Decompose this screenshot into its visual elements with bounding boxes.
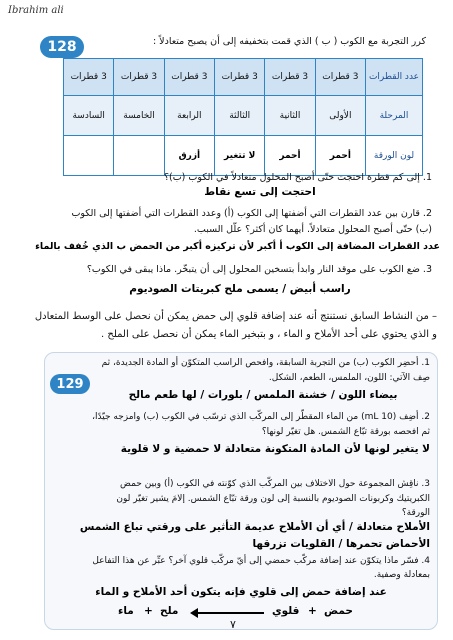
box-question-2-line2: ثم افحصه بورقة تبّاع الشمس. هل تغيّر لونها؟ <box>261 427 430 437</box>
answer-3: راسب أبيض / يسمى ملح كبريتات الصوديوم <box>129 283 351 295</box>
arrow-shaft <box>196 612 264 614</box>
page-number: ٧ <box>230 618 236 631</box>
equation-water: ماء <box>118 605 134 617</box>
question-1: 1. إلى كم قطرة احتجت حتّى أصبح المحلول متعادلاً في الكوب (ب)؟ <box>163 172 432 183</box>
row-label-color: لون الورقة <box>366 136 423 176</box>
box-question-1-line2: صِف الآتي: اللون، الملمس، الطعم، الشكل. <box>268 373 430 383</box>
drops-cell: 3 قطرات <box>315 59 365 96</box>
row-label-stage: المرحلة <box>366 96 423 136</box>
page-badge-128: 128 <box>40 36 84 58</box>
stage-cell: الثالثة <box>215 96 265 136</box>
box-question-2-line1: 2. أضِف (10 mL) من الماء المقطّر إلى المركّب الذي ترسّب في الكوب (ب) وامزجه جيّدًا، <box>92 412 430 422</box>
answer-2: عدد القطرات المضافة إلى الكوب أ أكبر لأن تركيزه أكبر من الحمض ب الذي خُفف بالماء <box>35 241 440 252</box>
stage-cell: السادسة <box>64 96 114 136</box>
watermark-text: Ibrahim ali <box>8 5 64 16</box>
color-cell: أزرق <box>164 136 214 176</box>
drops-cell: 3 قطرات <box>265 59 315 96</box>
question-2-line2: (ب) حتّى أصبح المحلول متعادلاً. أيهما كان أكثر؟ علّل السبب. <box>193 224 432 235</box>
stage-cell: الرابعة <box>164 96 214 136</box>
equation-plus-1: + <box>308 605 317 617</box>
conclusion-line1: – من النشاط السابق نستنتج أنه عند إضافة قلوي إلى حمض يمكن أن نحصل على الوسط المتعادل <box>34 311 437 322</box>
box-question-1-line1: 1. أحضِر الكوب (ب) من التجربة السابقة، وافحص الراسب المتكوّن أو المادة الجديدة، ثم <box>101 358 430 368</box>
color-cell: أحمر <box>315 136 365 176</box>
equation-acid: حمض <box>324 605 353 617</box>
box-question-4-line1: 4. فسّر ماذا يتكوّن عند إضافة مركّب حمضي إلى أيّ مركّب قلوي آخر؟ عبِّر عن هذا التفاعل <box>92 556 430 566</box>
box-question-3-line1: 3. ناقِش المجموعة حول الاختلاف بين المركّب الذي كوّنته في الكوب (أ) وبين حمض <box>120 479 430 489</box>
box-question-3-line2: الكبريتيك وكربونات الصوديوم بالنسبة إلى لون ورقة تبّاع الشمس. إلامَ يشير تغيّر لون <box>116 494 430 504</box>
stage-cell: الخامسة <box>114 96 164 136</box>
equation-plus-2: + <box>144 605 153 617</box>
box-question-3-line3: الورقة؟ <box>401 508 430 518</box>
stage-cell: الثانية <box>265 96 315 136</box>
row-label-drops: عدد القطرات <box>366 59 423 96</box>
drops-cell: 3 قطرات <box>215 59 265 96</box>
box-answer-3a: الأملاح متعادلة / أي أن الأملاح عديمة التأثير على ورقتي تباع الشمس <box>79 521 430 533</box>
color-cell: لا تتغير <box>215 136 265 176</box>
question-2-line1: 2. قارن بين عدد القطرات التي أضفتها إلى الكوب (أ) وعدد القطرات التي أضفتها إلى الكوب <box>71 208 432 219</box>
word-equation <box>60 602 360 622</box>
equation-salt: ملح <box>160 605 179 617</box>
drops-cell: 3 قطرات <box>164 59 214 96</box>
question-3: 3. ضع الكوب على موقد النار وابدأ بتسخين المحلول إلى أن يتبخّر. ماذا يبقى في الكوب؟ <box>86 264 432 275</box>
instruction-text: كرر التجربة مع الكوب ( ب ) الذي قمت بتخفيفه إلى أن يصبح متعادلاً : <box>152 36 426 47</box>
equation-alkali: قلوي <box>272 605 300 617</box>
drops-table <box>63 58 423 176</box>
box-answer-4: عند إضافة حمض إلى قلوي فإنه يتكون أحد الأملاح و الماء <box>95 586 387 598</box>
stage-cell: الأولى <box>315 96 365 136</box>
box-answer-1: بيضاء اللون / خشنة الملمس / بلورات / لها طعم مالح <box>128 389 398 401</box>
page-badge-129: 129 <box>50 374 90 394</box>
color-cell: أحمر <box>265 136 315 176</box>
answer-1: احتجت إلى تسع نقاط <box>204 186 316 198</box>
box-answer-2: لا يتغير لونها لأن المادة المتكونة متعادلة لا حمضية و لا قلوية <box>120 443 430 455</box>
drops-cell: 3 قطرات <box>64 59 114 96</box>
drops-cell: 3 قطرات <box>114 59 164 96</box>
conclusion-line2: و الذي يحتوي على أحد الأملاح و الماء ، و بتبخير الماء يمكن أن نحصل على الملح . <box>101 329 437 340</box>
box-answer-3b: الأحماض تحمرها / القلويات تزرقها <box>252 538 430 550</box>
box-question-4-line2: بمعادلة وصفية. <box>373 570 430 580</box>
